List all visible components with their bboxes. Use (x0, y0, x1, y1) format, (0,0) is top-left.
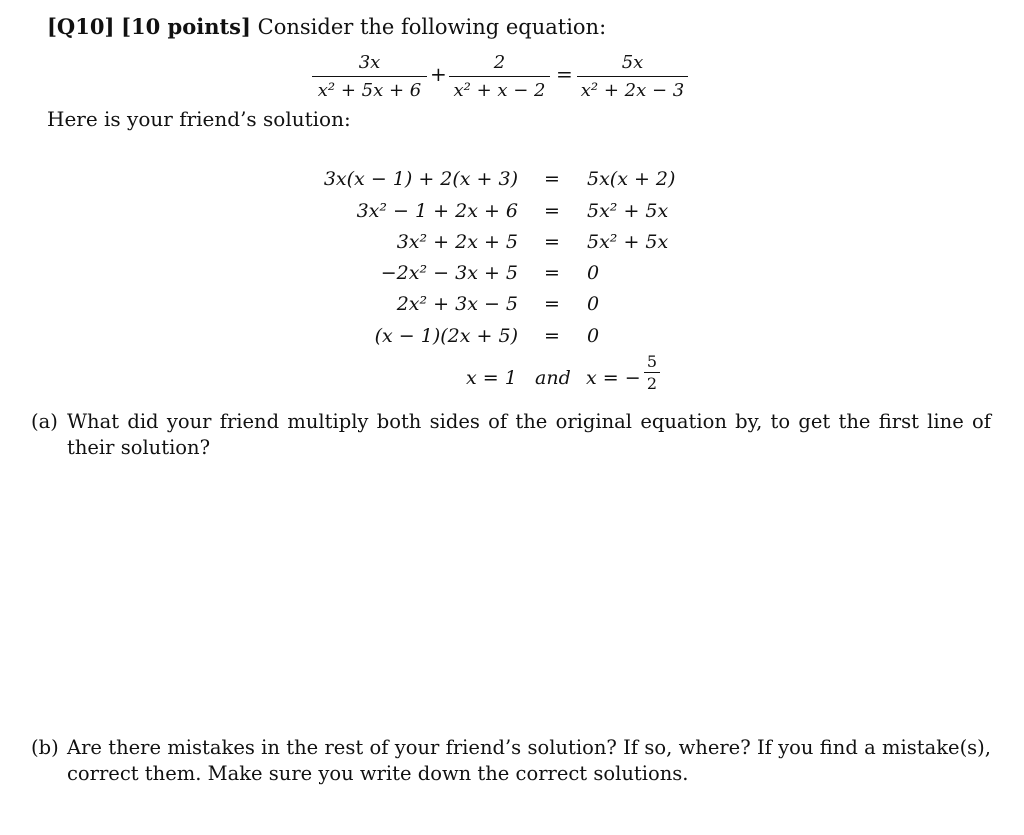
fraction-term2 (449, 52, 550, 101)
solution-lhs: −2x² − 3x + 5 (380, 262, 518, 284)
solution-equals: = (544, 231, 560, 253)
plus-operator: + (430, 62, 447, 86)
equals-operator: = (556, 62, 573, 86)
final-numerator: 5 (646, 352, 658, 371)
term2-denominator: x² + x − 2 (453, 80, 546, 101)
term1-denominator: x² + 5x + 6 (317, 80, 422, 101)
solution-equals: = (544, 262, 560, 284)
term1-numerator: 3x (358, 52, 381, 73)
solution-lhs: 2x² + 3x − 5 (396, 293, 518, 315)
solution-lhs: 3x² + 2x + 5 (396, 231, 518, 253)
solution-rhs: 0 (587, 262, 600, 284)
final-denominator: 2 (646, 374, 658, 393)
part-b-text: Are there mistakes in the rest of your friend’s solution? If so, where? If you find a mistake(s), correct them. Make sure you write down the correct solutions. (67, 736, 991, 785)
question-points: [10 points] (121, 14, 251, 39)
part-b (31, 735, 991, 787)
final-answer-and: and (535, 367, 571, 389)
term2-numerator: 2 (493, 52, 506, 73)
final-answer-fraction (644, 352, 660, 393)
solution-rhs: 5x(x + 2) (587, 168, 676, 190)
part-a-text: What did your friend multiply both sides of the original equation by, to get the first line of their solution? (67, 410, 991, 459)
part-b-label: (b) (31, 736, 59, 759)
solution-lhs: (x − 1)(2x + 5) (374, 325, 518, 347)
solution-equals: = (544, 168, 560, 190)
solution-rhs: 5x² + 5x (587, 200, 669, 222)
question-header (47, 14, 606, 39)
final-answer-x1: x = 1 (466, 367, 517, 389)
solution-rhs: 0 (587, 325, 600, 347)
question-number: [Q10] (47, 14, 115, 39)
solution-equals: = (544, 200, 560, 222)
solution-intro: Here is your friend’s solution: (47, 107, 351, 131)
question-prompt: Consider the following equation: (257, 15, 607, 39)
final-answer-x2-prefix: x = − (586, 367, 641, 389)
fraction-rhs (577, 52, 688, 101)
solution-rhs: 5x² + 5x (587, 231, 669, 253)
solution-lhs: 3x² − 1 + 2x + 6 (356, 200, 518, 222)
rhs-denominator: x² + 2x − 3 (580, 80, 685, 101)
solution-equals: = (544, 325, 560, 347)
solution-lhs: 3x(x − 1) + 2(x + 3) (323, 168, 518, 190)
solution-rhs: 0 (587, 293, 600, 315)
fraction-term1 (312, 52, 427, 101)
part-a (31, 409, 991, 461)
part-a-label: (a) (31, 410, 58, 433)
solution-equals: = (544, 293, 560, 315)
rhs-numerator: 5x (621, 52, 644, 73)
